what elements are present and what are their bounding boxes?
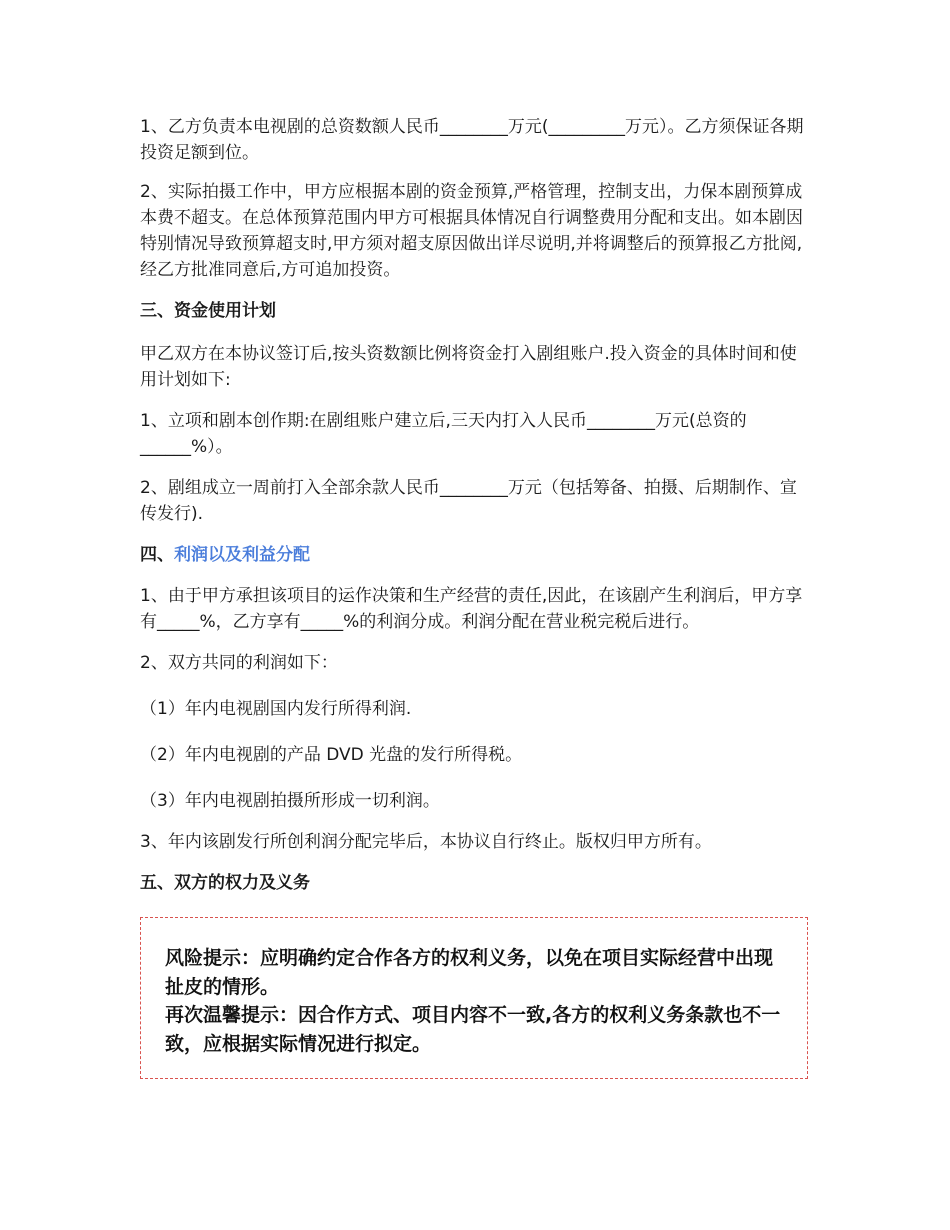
heading-text-highlight: 利润以及利益分配	[174, 545, 310, 565]
document-body	[140, 114, 812, 896]
paragraph-total-investment: 1、乙方负责本电视剧的总资数额人民币________万元(_________万元）。乙方须保证各期投资足额到位。	[140, 117, 804, 163]
paragraph-funding-intro: 甲乙双方在本协议签订后,按头资数额比例将资金打入剧组账户.投入资金的具体时间和使用计划如下:	[140, 344, 797, 390]
risk-warning-text: 风险提示：应明确约定合作各方的权利义务，以免在项目实际经营中出现扯皮的情形。	[165, 947, 774, 998]
list-item-profit-2: （2）年内电视剧的产品 DVD 光盘的发行所得税。	[140, 745, 523, 765]
paragraph-budget-management: 2、实际拍摄工作中，甲方应根据本剧的资金预算,严格管理，控制支出，力保本剧预算成本费不超支。在总体预算范围内甲方可根据具体情况自行调整费用分配和支出。如本剧因特别情况导致预算超支时,甲方须对超支原因做出详尽说明,并将调整后的预算报乙方批阅,经乙方批准同意后,方可追加投资。	[140, 182, 803, 280]
heading-text: 双方的权力及义务	[174, 873, 310, 893]
paragraph-profit-share: 1、由于甲方承担该项目的运作决策和生产经营的责任,因此，在该剧产生利润后，甲方享有_____%，乙方享有_____%的利润分成。利润分配在营业税完税后进行。	[140, 586, 803, 632]
heading-prefix: 三、	[140, 301, 174, 321]
heading-prefix: 五、	[140, 873, 174, 893]
heading-funding-plan	[140, 298, 812, 324]
heading-profit-distribution	[140, 542, 812, 568]
paragraph-funding-stage-1: 1、立项和剧本创作期:在剧组账户建立后,三天内打入人民币________万元(总资的______%）。	[140, 411, 747, 457]
heading-prefix: 四、	[140, 545, 174, 565]
reminder-text: 再次温馨提示：因合作方式、项目内容不一致,各方的权利义务条款也不一致，应根据实际情况进行拟定。	[165, 1004, 781, 1055]
heading-rights-obligations	[140, 870, 812, 896]
paragraph-termination: 3、年内该剧发行所创利润分配完毕后，本协议自行终止。版权归甲方所有。	[140, 832, 712, 852]
risk-warning-box	[140, 917, 808, 1079]
paragraph-funding-stage-2: 2、剧组成立一周前打入全部余款人民币________万元（包括筹备、拍摄、后期制作、宣传发行).	[140, 478, 797, 524]
list-item-profit-3: （3）年内电视剧拍摄所形成一切利润。	[140, 791, 440, 811]
heading-text: 资金使用计划	[174, 301, 276, 321]
paragraph-joint-profit: 2、双方共同的利润如下：	[140, 653, 338, 673]
list-item-profit-1: （1）年内电视剧国内发行所得利润.	[140, 699, 412, 719]
